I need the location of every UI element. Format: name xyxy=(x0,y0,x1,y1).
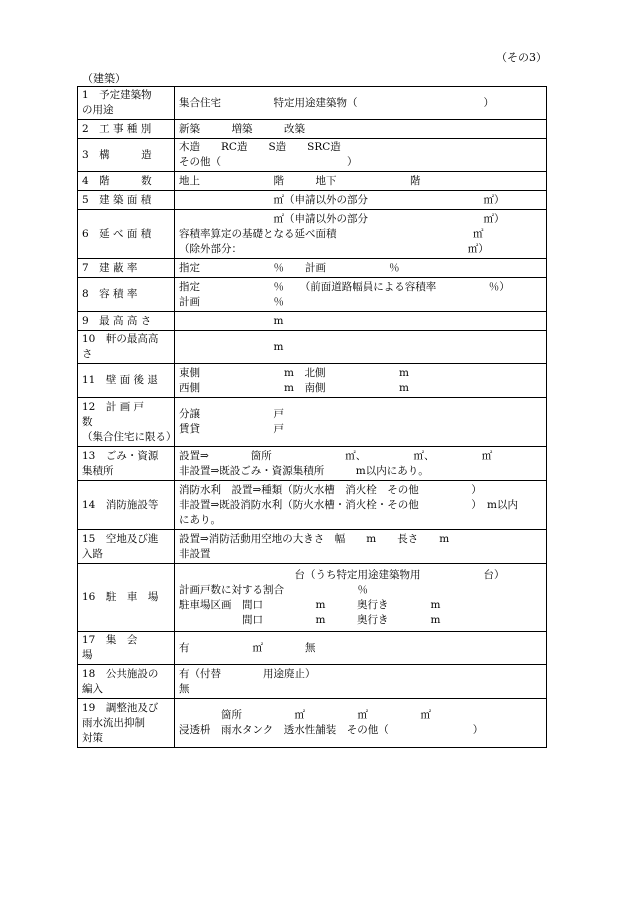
row-label xyxy=(78,259,175,278)
row-value[interactable] xyxy=(175,398,547,447)
row-label-line: 9 最 高 高 さ xyxy=(82,314,152,327)
row-value-line: 計画 ％ xyxy=(179,295,284,308)
form-row xyxy=(78,481,547,530)
row-label xyxy=(78,564,175,632)
form-row xyxy=(78,398,547,447)
row-label-line: の用途 xyxy=(82,104,114,116)
page-number: （その3） xyxy=(496,51,547,64)
row-label-line: 16 駐 車 場 xyxy=(82,591,159,603)
row-value-line: 箇所 ㎡ ㎡ ㎡ xyxy=(179,709,431,721)
row-label-line: 2 工 事 種 別 xyxy=(82,122,152,135)
row-value-line: 新築 増築 改築 xyxy=(179,122,305,135)
form-row xyxy=(78,331,547,364)
row-value[interactable] xyxy=(175,172,547,191)
row-value-line: 非設置⇒既設消防水利（防火水槽・消火栓・その他 ） m以内 xyxy=(179,498,519,511)
form-row xyxy=(78,530,547,564)
form-row xyxy=(78,210,547,259)
row-value-line: 設置⇒ 箇所 ㎡、 ㎡、 ㎡ xyxy=(179,449,493,462)
form-row xyxy=(78,172,547,191)
row-value[interactable] xyxy=(175,447,547,481)
row-value-line: 有 ㎡ 無 xyxy=(179,641,316,654)
row-value-line: 非設置⇒既設ごみ・資源集積所 m以内にあり。 xyxy=(179,464,429,477)
row-label-line: 3 構 造 xyxy=(82,148,152,161)
row-label xyxy=(78,530,175,564)
row-value[interactable] xyxy=(175,665,547,699)
form-row xyxy=(78,87,547,120)
row-value[interactable] xyxy=(175,364,547,398)
row-value-line: （除外部分： ㎡） xyxy=(179,242,489,255)
row-value-line: 木造 RC造 S造 SRC造 xyxy=(179,141,341,153)
row-value[interactable] xyxy=(175,564,547,632)
row-label-line: 13 ごみ・資源 xyxy=(82,449,159,462)
row-value-line: 浸透枡 雨水タンク 透水性舗装 その他（ ） xyxy=(179,724,484,736)
row-value-line: その他（ ） xyxy=(179,156,358,168)
row-value[interactable] xyxy=(175,191,547,210)
row-label xyxy=(78,191,175,210)
row-label-line: 17 集 会 xyxy=(82,634,138,646)
row-value[interactable] xyxy=(175,259,547,278)
form-row xyxy=(78,665,547,699)
row-label xyxy=(78,120,175,139)
row-value-line: 地上 階 地下 階 xyxy=(179,174,421,187)
form-row xyxy=(78,699,547,748)
row-value[interactable] xyxy=(175,530,547,564)
row-label-line: 15 空地及び進 xyxy=(82,532,159,545)
row-value-line: ㎡（申請以外の部分 ㎡） xyxy=(179,193,505,206)
row-value[interactable] xyxy=(175,481,547,530)
row-value-line: 分譲 戸 xyxy=(179,408,284,420)
form-row xyxy=(78,120,547,139)
form-row xyxy=(78,278,547,312)
row-value-line: 非設置 xyxy=(179,547,211,560)
row-value-line: 賃貸 戸 xyxy=(179,423,284,435)
row-label-line: 6 延 べ 面 積 xyxy=(82,227,152,240)
row-label xyxy=(78,331,175,364)
row-value[interactable] xyxy=(175,139,547,172)
form-row xyxy=(78,364,547,398)
row-value[interactable] xyxy=(175,312,547,331)
row-label xyxy=(78,210,175,259)
row-label-line: さ xyxy=(82,348,93,360)
row-label-line: 7 建 蔽 率 xyxy=(82,261,138,274)
row-label-line: 編入 xyxy=(82,682,103,695)
form-row xyxy=(78,312,547,331)
row-label xyxy=(78,665,175,699)
row-value-line: にあり。 xyxy=(179,513,221,526)
row-value[interactable] xyxy=(175,699,547,748)
row-label-line: 対策 xyxy=(82,731,103,744)
row-label-line: 8 容 積 率 xyxy=(82,288,138,300)
row-value-line: 指定 ％ 計画 ％ xyxy=(179,261,400,274)
row-value-line: 有（付替 用途廃止） xyxy=(179,667,316,680)
row-value[interactable] xyxy=(175,331,547,364)
row-value-line: 指定 ％ （前面道路幅員による容積率 ％） xyxy=(179,280,510,293)
row-value-line: 消防水利 設置⇒種類（防火水槽 消火栓 その他 ） xyxy=(179,483,482,496)
row-label xyxy=(78,447,175,481)
row-label xyxy=(78,699,175,748)
row-value-line: ㎡（申請以外の部分 ㎡） xyxy=(179,212,505,225)
row-value-line: 西側 m 南側 m xyxy=(179,381,409,394)
row-label-line: 集積所 xyxy=(82,464,114,477)
row-value[interactable] xyxy=(175,632,547,665)
row-label xyxy=(78,172,175,191)
row-label-line: 1 予定建築物 xyxy=(82,89,152,101)
row-label-line: 12 計 画 戸 xyxy=(82,400,145,413)
row-value-line: m xyxy=(179,314,284,327)
row-label-line: 18 公共施設の xyxy=(82,667,159,680)
row-value[interactable] xyxy=(175,210,547,259)
row-label-line: 14 消防施設等 xyxy=(82,498,159,511)
row-label-line: 19 調整池及び xyxy=(82,701,159,714)
row-value-line: 設置⇒消防活動用空地の大きさ 幅 m 長さ m xyxy=(179,532,450,545)
row-value-line: m xyxy=(179,340,284,353)
row-label xyxy=(78,398,175,447)
row-value[interactable] xyxy=(175,278,547,312)
row-label xyxy=(78,139,175,172)
row-label xyxy=(78,364,175,398)
row-value-line: 台（うち特定用途建築物用 台） xyxy=(179,568,505,581)
row-label-line: 5 建 築 面 積 xyxy=(82,193,152,206)
row-value-line: 間口 m 奥行き m xyxy=(179,613,441,626)
row-label xyxy=(78,278,175,312)
form-row xyxy=(78,447,547,481)
row-value[interactable] xyxy=(175,120,547,139)
row-label xyxy=(78,87,175,120)
form-row xyxy=(78,632,547,665)
row-label-line: 4 階 数 xyxy=(82,174,152,187)
row-label-line: 10 軒の最高高 xyxy=(82,333,159,345)
row-label-line: 入路 xyxy=(82,547,103,560)
row-label xyxy=(78,632,175,665)
row-label xyxy=(78,481,175,530)
section-title: （建築） xyxy=(82,72,126,85)
row-value-line: 駐車場区画 間口 m 奥行き m xyxy=(179,598,441,611)
row-label-line: 雨水流出抑制 xyxy=(82,716,145,729)
row-label xyxy=(78,312,175,331)
row-label-line: 数 xyxy=(82,415,93,428)
row-value-line: 東側 m 北側 m xyxy=(179,366,409,379)
row-value-line: 集合住宅 特定用途建築物（ ） xyxy=(179,96,494,109)
building-form-table xyxy=(77,86,547,748)
row-label-line: （集合住宅に限る） xyxy=(82,430,177,443)
form-row xyxy=(78,564,547,632)
row-label-line: 場 xyxy=(82,649,93,661)
form-row xyxy=(78,259,547,278)
form-row xyxy=(78,139,547,172)
row-label-line: 11 壁 面 後 退 xyxy=(82,374,158,386)
row-value-line: 無 xyxy=(179,682,190,695)
row-value-line: 容積率算定の基礎となる延べ面積 ㎡ xyxy=(179,227,484,240)
form-row xyxy=(78,191,547,210)
row-value[interactable] xyxy=(175,87,547,120)
row-value-line: 計画戸数に対する割合 ％ xyxy=(179,583,368,596)
